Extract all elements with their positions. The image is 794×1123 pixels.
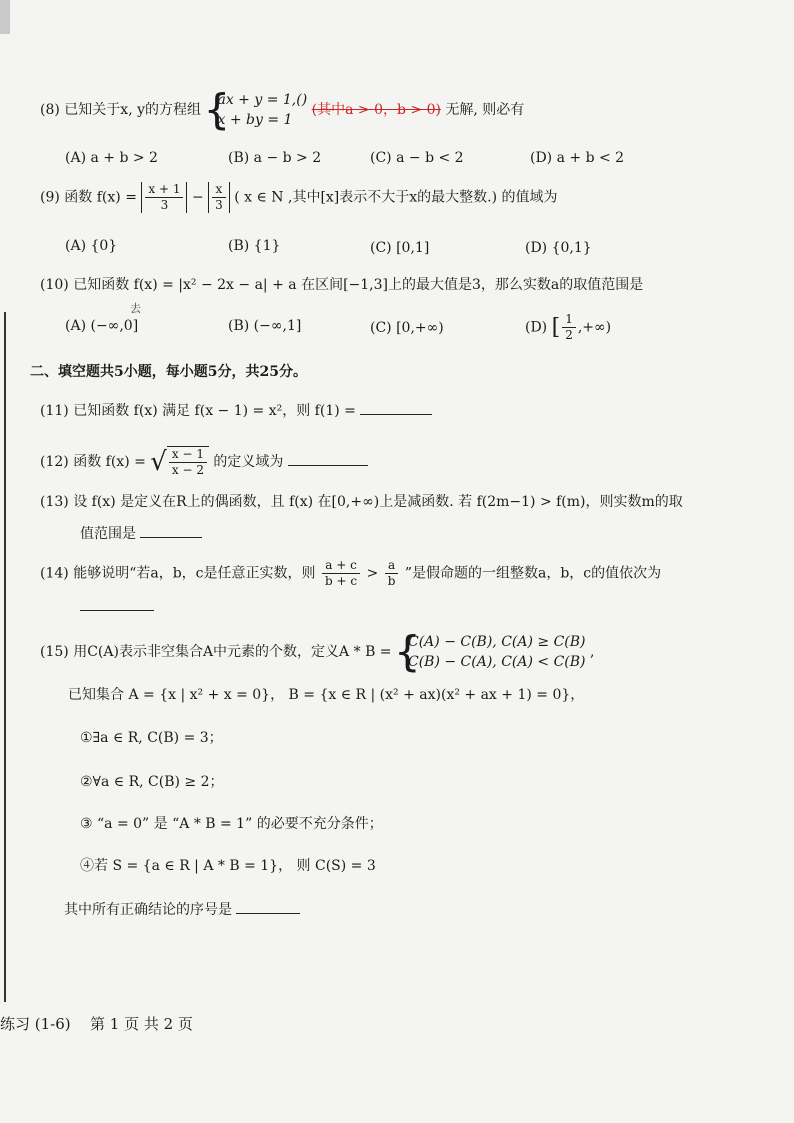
fraction-numerator: a + c — [322, 558, 360, 574]
question-text-tail: ”是假命题的一组整数a，b，c的值依次为 — [404, 565, 662, 582]
footer-label: 练习 (1-6) — [0, 1015, 71, 1033]
answer-blank[interactable] — [80, 596, 154, 611]
statement-2: ②∀a ∈ R, C(B) ≥ 2； — [80, 774, 224, 790]
question-number: (12) — [40, 454, 69, 470]
question-15-sets: 已知集合 A = {x | x² + x = 0}， B = {x ∈ R | (x² + ax)(x² + ax + 1) = 0}， — [68, 687, 585, 703]
fraction-numerator: 1 — [562, 312, 576, 328]
floor-bracket-2 — [208, 182, 230, 213]
statement-4: ④若 S = {a ∈ R | A * B = 1}， 则 C(S) = 3 — [80, 858, 376, 874]
radicand — [167, 446, 209, 478]
fraction-numerator: x − 1 — [169, 447, 207, 463]
question-number: (13) — [40, 494, 69, 510]
question-15-ask — [64, 899, 300, 919]
question-text: 值范围是 — [80, 526, 136, 542]
answer-blank[interactable] — [360, 400, 432, 415]
statement-1: ①∃a ∈ R, C(B) = 3； — [80, 730, 223, 746]
equation-1: { ax + y = 1,() — [217, 92, 308, 108]
option-a: (A) a + b > 2 — [65, 150, 158, 166]
fraction-denominator: x − 2 — [171, 463, 204, 477]
option-tail: ,+∞) — [577, 319, 612, 336]
equation-2: x + by = 1 — [217, 112, 293, 128]
radical-sign: √ — [150, 447, 167, 477]
question-number: (8) — [40, 102, 60, 118]
question-9 — [40, 182, 558, 213]
case-2: C(B) − C(A), C(A) < C(B) — [408, 654, 586, 670]
fraction-denominator: 3 — [215, 198, 223, 212]
question-text-tail: ( x ∈ N ,其中[x]表示不大于x的最大整数.) 的值域为 — [234, 189, 558, 206]
option-c: (C) a − b < 2 — [370, 150, 464, 166]
fraction-denominator: 2 — [565, 328, 573, 342]
fraction-denominator: b + c — [324, 574, 358, 588]
question-text-tail: 的定义域为 — [213, 454, 284, 470]
question-number: (9) — [40, 189, 60, 206]
question-number: (14) — [40, 565, 69, 582]
comma: , — [589, 644, 595, 660]
question-11 — [40, 400, 432, 420]
square-root — [150, 446, 209, 478]
question-number: (11) — [40, 403, 69, 419]
question-text: 能够说明“若a，b，c是任意正实数，则 — [73, 565, 316, 582]
question-text-tail: 无解, 则必有 — [445, 102, 525, 118]
page-number: 第 1 页 共 2 页 — [90, 1015, 193, 1033]
option-b: (B) a − b > 2 — [228, 150, 322, 166]
question-13 — [40, 491, 683, 511]
question-8 — [40, 90, 524, 130]
question-14 — [40, 558, 661, 589]
question-text: 其中所有正确结论的序号是 — [64, 902, 232, 918]
fraction-numerator: x — [212, 182, 226, 198]
option-label: (D) — [525, 319, 548, 336]
option-d — [525, 312, 611, 343]
handwritten-mark: 去 — [130, 302, 141, 315]
question-text: 已知函数 f(x) = |x² − 2x − a| + a 在区间[−1,3]上的最大值是3，那么实数a的取值范围是 — [73, 277, 644, 293]
question-text: 用C(A)表示非空集合A中元素的个数，定义A * B = — [73, 644, 392, 660]
option-c: (C) [0,1] — [370, 240, 430, 256]
fraction-numerator: x + 1 — [145, 182, 183, 198]
option-a: (A) (−∞,0] — [65, 318, 139, 334]
answer-blank[interactable] — [140, 523, 202, 538]
fraction-numerator: a — [385, 558, 399, 574]
question-text: 函数 f(x) = — [73, 454, 146, 470]
option-c: (C) [0,+∞) — [370, 320, 444, 336]
answer-blank[interactable] — [288, 451, 368, 466]
question-number: (15) — [40, 644, 69, 660]
question-text: 设 f(x) 是定义在R上的偶函数，且 f(x) 在[0,+∞)上是减函数. 若 f(2m−1) > f(m)，则实数m的取 — [73, 494, 683, 510]
fraction-denominator: 3 — [160, 198, 169, 212]
question-15 — [40, 632, 594, 672]
question-text: 已知函数 f(x) 满足 f(x − 1) = x²，则 f(1) = — [73, 403, 356, 419]
question-13-line2 — [80, 523, 202, 543]
option-d: (D) a + b < 2 — [530, 150, 625, 166]
option-b: (B) {1} — [228, 238, 281, 254]
case-1: { C(A) − C(B), C(A) ≥ C(B) — [408, 634, 586, 650]
greater-sign: > — [366, 565, 379, 582]
section-heading: 二、填空题共5小题，每小题5分，共25分。 — [30, 364, 307, 380]
question-14-line2 — [80, 596, 154, 615]
option-d: (D) {0,1} — [525, 240, 592, 256]
equation-system — [205, 90, 307, 130]
fraction-denominator: b — [387, 574, 396, 588]
question-10 — [40, 274, 643, 294]
condition-struck: (其中a > 0，b > 0) — [311, 102, 441, 118]
question-12 — [40, 446, 368, 478]
minus-sign: − — [191, 189, 204, 206]
option-a: (A) {0} — [65, 238, 118, 254]
scan-edge-mark — [0, 0, 10, 34]
left-bracket: [ — [551, 315, 561, 340]
binding-line — [4, 312, 6, 1002]
option-b: (B) (−∞,1] — [228, 318, 302, 334]
floor-bracket-1 — [141, 182, 187, 213]
piecewise-definition — [396, 632, 586, 672]
statement-3: ③ “a = 0” 是 “A * B = 1” 的必要不充分条件； — [80, 816, 383, 832]
answer-blank[interactable] — [236, 899, 300, 914]
question-text: 函数 f(x) = — [64, 189, 137, 206]
question-text: 已知关于x, y的方程组 — [64, 102, 202, 118]
question-number: (10) — [40, 277, 69, 293]
